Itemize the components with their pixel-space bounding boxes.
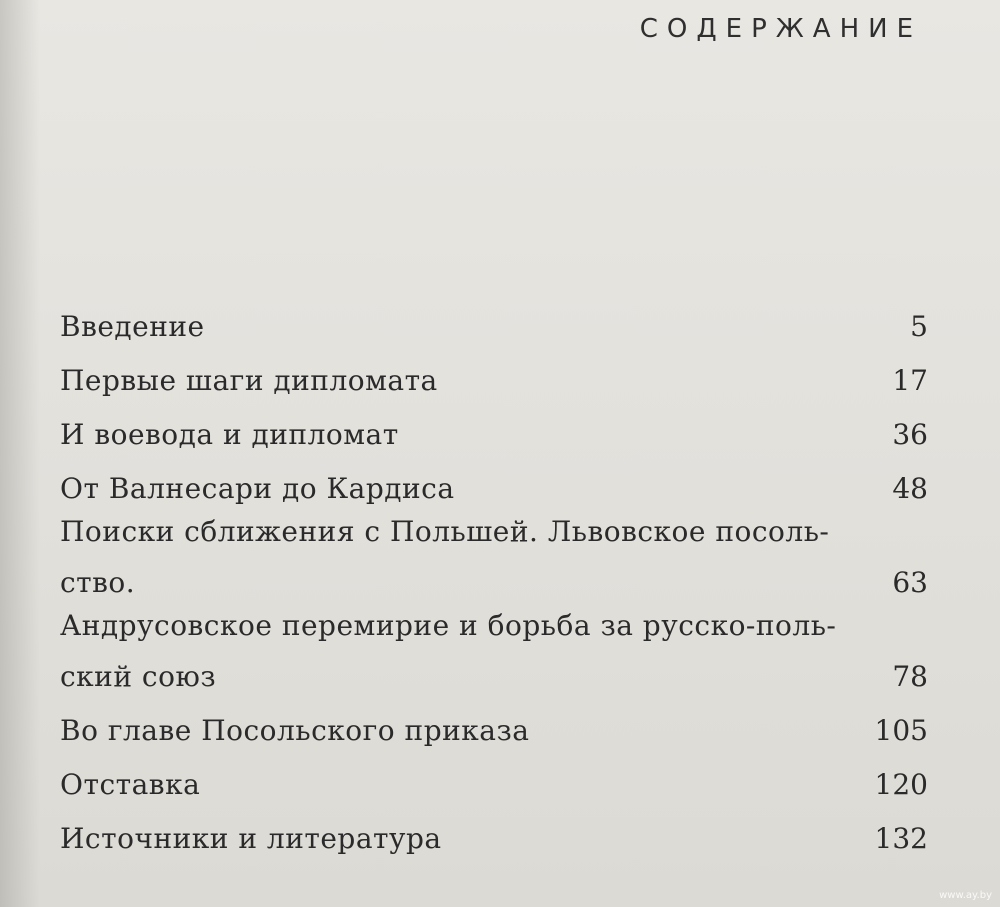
toc-line — [60, 512, 928, 552]
toc-page-number: 132 — [874, 822, 928, 855]
toc-leader-dots — [417, 404, 848, 444]
toc-entry-title: Во главе Посольского приказа — [60, 714, 530, 747]
toc-leader-dots — [460, 808, 848, 848]
toc-entry-title: Поиски сближения с Польшей. Львовское посоль- — [60, 515, 830, 548]
toc-leader-dots — [153, 552, 848, 592]
toc-page-number: 5 — [910, 310, 928, 343]
toc-page-number: 120 — [874, 768, 928, 801]
toc-page-number: 105 — [874, 714, 928, 747]
toc-leader-dots — [218, 754, 848, 794]
toc-entry — [60, 350, 928, 397]
toc-entry — [60, 458, 928, 505]
page-title: СОДЕРЖАНИЕ — [639, 14, 922, 44]
page-edge-shadow — [0, 0, 40, 907]
toc-entry — [60, 404, 928, 451]
toc-entry — [60, 808, 928, 855]
toc-line — [60, 552, 928, 599]
toc-line — [60, 646, 928, 693]
watermark: www.ay.by — [939, 890, 992, 901]
toc-entry-title: От Валнесари до Кардиса — [60, 472, 455, 505]
toc-page-number: 63 — [892, 566, 928, 599]
toc-line — [60, 606, 928, 646]
toc-entry — [60, 296, 928, 343]
toc-leader-dots — [234, 646, 848, 686]
toc-leader-dots — [223, 296, 848, 336]
toc-entry-title: Отставка — [60, 768, 201, 801]
toc-entry-title: ство. — [60, 566, 136, 599]
toc-page-number: 36 — [892, 418, 928, 451]
table-of-contents — [60, 296, 928, 862]
toc-entry-title: Введение — [60, 310, 205, 343]
toc-leader-dots — [473, 458, 848, 498]
toc-leader-dots — [456, 350, 848, 390]
toc-line — [60, 700, 928, 747]
toc-line — [60, 808, 928, 855]
toc-line — [60, 404, 928, 451]
toc-line — [60, 458, 928, 505]
toc-line — [60, 296, 928, 343]
toc-entry-title: Андрусовское перемирие и борьба за русско-поль- — [60, 609, 837, 642]
toc-line — [60, 754, 928, 801]
toc-leader-dots — [547, 700, 848, 740]
toc-entry — [60, 754, 928, 801]
toc-page-number: 78 — [892, 660, 928, 693]
toc-page-number: 48 — [892, 472, 928, 505]
toc-entry — [60, 606, 928, 693]
toc-page-number: 17 — [892, 364, 928, 397]
toc-entry-title: Первые шаги дипломата — [60, 364, 438, 397]
toc-entry-title: Источники и литература — [60, 822, 442, 855]
toc-entry — [60, 512, 928, 599]
toc-entry — [60, 700, 928, 747]
toc-line — [60, 350, 928, 397]
toc-entry-title: И воевода и дипломат — [60, 418, 399, 451]
toc-entry-title: ский союз — [60, 660, 217, 693]
